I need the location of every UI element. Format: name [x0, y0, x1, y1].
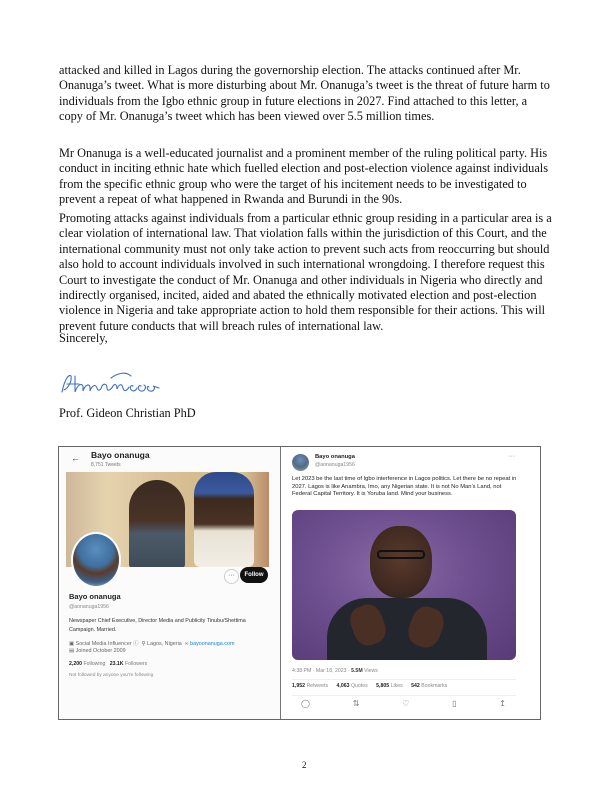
quotes-label: Quotes: [350, 683, 368, 689]
bookmarks-count: 542: [411, 683, 420, 689]
photo-person-body: [327, 598, 487, 660]
profile-bio: Newspaper Chief Executive, Director Media and Publicity Tinubu/Shettima Campaign. Married.: [69, 618, 246, 633]
letter-paragraph-1: attacked and killed in Lagos during the governorship election. The attacks continued after Mr. Onanuga’s tweet. What is more disturbing about Mr. Onanuga’s tweet is the threat of future harm to individuals from the Igbo ethnic group in future elections in 2027. Find attached to this letter, a copy of Mr. Onanuga’s tweet which has been viewed over 5.5 million times.: [59, 63, 550, 124]
tweet-time: 4:38 PM · Mar 18, 2023 ·: [292, 668, 352, 674]
profile-tweet-count: 8,751 Tweets: [91, 462, 121, 468]
profile-avatar: [71, 532, 121, 588]
tweet-avatar: [292, 454, 309, 471]
tweet-timestamp: [292, 668, 378, 674]
photo-person-head: [370, 526, 432, 598]
likes-stat[interactable]: [376, 683, 403, 689]
tweet-text: Let 2023 be the last time of Igbo interference in Lagos politics. Let there be no repeat in 2027. Lagos is like Anambra, Imo, any Nigerian state. It is not No Man’s Land, not Federal Capital Territory. It is Yoruba land. Mind your business.: [292, 476, 517, 498]
tweet-author-handle: @aonanuga1956: [315, 462, 355, 468]
quotes-count: 4,063: [336, 683, 350, 689]
quotes-stat[interactable]: [337, 683, 368, 689]
retweets-stat[interactable]: [292, 683, 328, 689]
profile-joined: [69, 648, 126, 654]
bookmarks-stat[interactable]: [411, 683, 447, 689]
briefcase-icon: ▣: [69, 641, 75, 647]
profile-header-name: Bayo onanuga: [91, 450, 150, 460]
following-count[interactable]: 2,200: [69, 661, 82, 667]
signature: [59, 368, 169, 398]
location-pin-icon: ⚲: [141, 641, 146, 647]
profile-screenshot: [59, 447, 280, 719]
following-label: Following: [83, 661, 106, 667]
like-icon[interactable]: ♡: [402, 699, 410, 708]
closing: Sincerely,: [59, 331, 108, 345]
retweets-label: Retweets: [306, 683, 329, 689]
tweet-photo: [292, 510, 516, 660]
followers-count[interactable]: 23.1K: [109, 661, 124, 667]
tweet-actions: [301, 699, 506, 708]
more-options-button[interactable]: ···: [224, 569, 239, 584]
calendar-icon: ▤: [69, 648, 75, 654]
tweet-more-icon[interactable]: ···: [508, 453, 515, 460]
likes-count: 5,805: [376, 683, 390, 689]
tweet-stats: [292, 683, 454, 689]
page-number: 2: [302, 760, 307, 770]
tweet-separator: [292, 695, 516, 696]
joined-date: Joined October 2009: [75, 648, 126, 654]
profile-category: Social Media Influencer: [75, 641, 132, 647]
profile-meta: [69, 639, 234, 647]
info-icon: ⓘ: [133, 641, 139, 647]
profile-follow-stats: [69, 661, 147, 667]
tweet-views-label: Views: [364, 668, 378, 674]
bookmarks-label: Bookmarks: [421, 683, 448, 689]
reply-icon[interactable]: ◯: [301, 699, 310, 708]
profile-handle: @aonanuga1956: [69, 604, 109, 610]
profile-location: Lagos, Nigeria: [147, 641, 182, 647]
follow-button[interactable]: Follow: [240, 567, 268, 583]
letter-paragraph-2: Mr Onanuga is a well-educated journalist and a prominent member of the ruling political party. His conduct in inciting ethnic hate which fuelled election and post-election violence against individuals from the specific ethnic group who were the target of his incitement needs to be investigated to prevent a repeat of what happened in Rwanda and Burundi in the 90s.: [59, 146, 548, 207]
profile-website-link[interactable]: bayoonanuga.com: [190, 641, 235, 647]
retweet-icon[interactable]: ⇅: [352, 699, 360, 708]
tweet-screenshot: [281, 447, 540, 719]
tweet-screenshots: [58, 446, 541, 720]
tweet-views-count: 5.5M: [351, 668, 363, 674]
letter-paragraph-3: Promoting attacks against individuals from a particular ethnic group residing in a particular area is a clear violation of international law. That violation falls within the jurisdiction of this Court, and the international community must not only take action to prevent such acts from reoccurring but should also hold to account individuals involved in such international wrongdoing. I therefore request this Court to investigate the conduct of Mr. Onanuga and other individuals in Nigeria who directly and indirectly organised, incited, aided and abated the ethnically motivated election and post-election violence in Nigeria and take appropriate action to hold them responsible for their actions. This will prevent future conducts that will breach rules of international law.: [59, 211, 552, 333]
banner-person-right: [194, 472, 254, 567]
photo-person-glasses: [377, 550, 425, 559]
followers-label: Followers: [124, 661, 148, 667]
profile-name: Bayo onanuga: [69, 592, 121, 601]
tweet-separator: [292, 679, 516, 680]
signer-name: Prof. Gideon Christian PhD: [59, 406, 196, 420]
tweet-author-name: Bayo onanuga: [315, 454, 355, 460]
back-arrow-icon[interactable]: ←: [71, 453, 80, 463]
likes-label: Likes: [390, 683, 403, 689]
share-icon[interactable]: ↥: [499, 699, 506, 708]
retweets-count: 1,952: [292, 683, 305, 689]
link-icon: ∞: [184, 641, 189, 647]
not-followed-note: Not followed by anyone you’re following: [69, 673, 154, 678]
banner-person-left: [129, 480, 185, 567]
bookmark-icon[interactable]: ▯: [452, 699, 457, 708]
